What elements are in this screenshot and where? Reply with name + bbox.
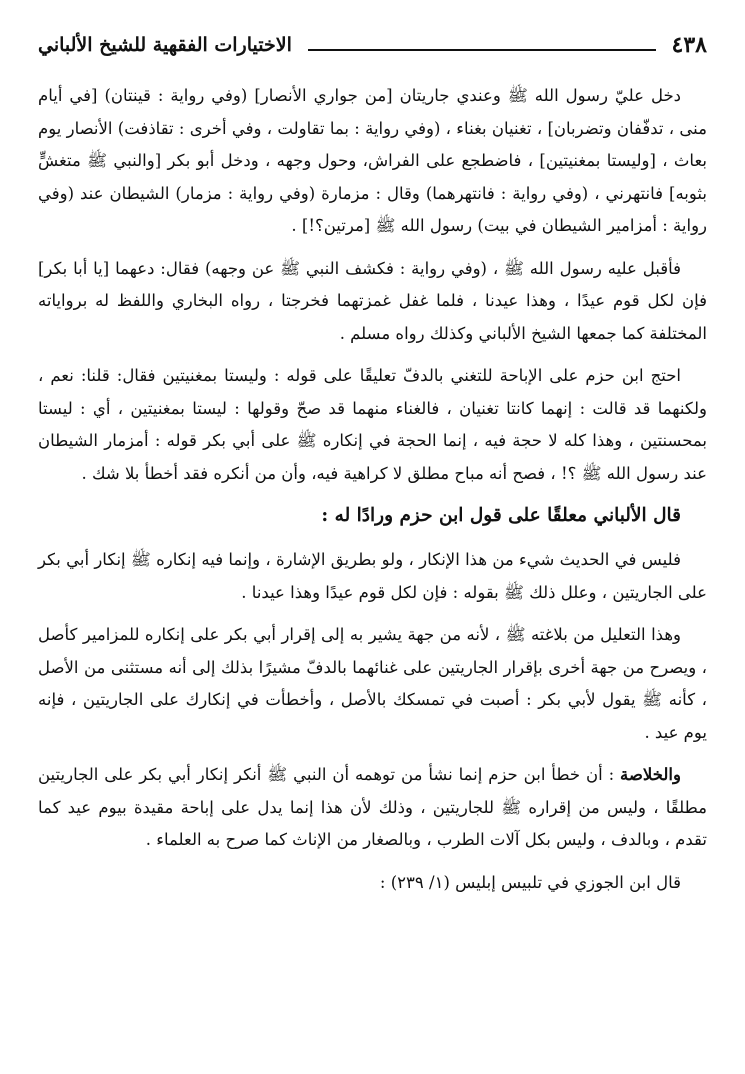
page-number: ٤٣٨ [671, 32, 707, 58]
header-rule [308, 49, 656, 51]
conclusion-text: : أن خطأ ابن حزم إنما نشأ من توهمه أن النبي ﷺ أنكر إنكار أبي بكر على الجاريتين مطلقًا ، وليس من إقراره ﷺ للجاريتين ، وذلك لأن هذا إنما يدل على إباحة مقيدة بيوم عيد كما تقدم ، وبالدف ، وليس بكل آلات الطرب ، وبالصغار من الإناث كما صرح به العلماء . [38, 765, 707, 849]
conclusion-term: والخلاصة [620, 765, 681, 784]
albani-response-paragraph: فليس في الحديث شيء من هذا الإنكار ، ولو بطريق الإشارة ، وإنما فيه إنكاره ﷺ إنكار أبي بكر على الجاريتين ، وعلل ذلك ﷺ بقوله : فإن لكل قوم عيدًا وهذا عيدنا . [38, 550, 707, 602]
hadith-paragraph: دخل عليّ رسول الله ﷺ وعندي جاريتان [من جواري الأنصار] (وفي رواية : قينتان) [في أيام منى ، تدفّفان وتضربان] ، تغنيان بغناء ، (وفي رواية : بما تقاولت ، وفي أخرى : تقاذفت) الأنصار يوم بعاث ، [وليستا بمغنيتين] ، فاضطجع على الفراش، وحول وجهه ، ودخل أبو بكر [والنبي ﷺ متغشٍّ بثوبه] فانتهرني ، (وفي رواية : فانتهرهما) وقال : مزمارة (وفي رواية : مزمار) الشيطان عند (وفي رواية : أمزامير الشيطان في بيت) رسول الله ﷺ [مرتين؟!] . [38, 86, 707, 235]
page-header [38, 28, 707, 62]
conclusion-paragraph [38, 759, 707, 857]
running-title: الاختيارات الفقهية للشيخ الألباني [38, 34, 292, 56]
closing-citation: قال ابن الجوزي في تلبيس إبليس (١/ ٢٣٩) : [379, 872, 681, 892]
section-heading: قال الألباني معلقًا على قول ابن حزم ورادًا له : [321, 505, 681, 526]
hadith-continuation-paragraph: فأقبل عليه رسول الله ﷺ ، (وفي رواية : فكشف النبي ﷺ عن وجهه) فقال: دعهما [يا أبا بكر] فإن لكل قوم عيدًا ، وهذا عيدنا ، فلما غفل غمزتهما فخرجتا ، رواه البخاري واللفظ له برواياته المختلفة كما جمعها الشيخ الألباني وكذلك رواه مسلم . [38, 258, 707, 343]
ibn-hazm-argument-paragraph: احتج ابن حزم على الإباحة للتغني بالدفّ تعليقًا على قوله : وليستا بمغنيتين فقال: قلنا: نعم ، ولكنهما قد قالت : إنهما كانتا تغنيان ، فالغناء منهما قد صحّ وقولها : ليستا بمغنيتين ، أي : ليستا بمحسنتين ، وهذا كله لا حجة فيه ، إنما الحجة في إنكاره ﷺ على أبي بكر قوله : أمزمار الشيطان عند رسول الله ﷺ ؟! ، فصح أنه مباح مطلق لا كراهية فيه، وأن من أنكره فقد أخطأ بلا شك . [38, 366, 707, 483]
reasoning-paragraph: وهذا التعليل من بلاغته ﷺ ، لأنه من جهة يشير به إلى إقرار أبي بكر على إنكاره للمزامير كأصل ، ويصرح من جهة أخرى بإقرار الجاريتين على غنائهما بالدفّ مشيرًا بذلك إلى أنه مستثنى من الأصل ، كأنه ﷺ يقول لأبي بكر : أصبت في تمسكك بالأصل ، وأخطأت في إنكارك على الجاريتين ، فإنه يوم عيد . [38, 625, 707, 742]
page-body [38, 80, 707, 899]
